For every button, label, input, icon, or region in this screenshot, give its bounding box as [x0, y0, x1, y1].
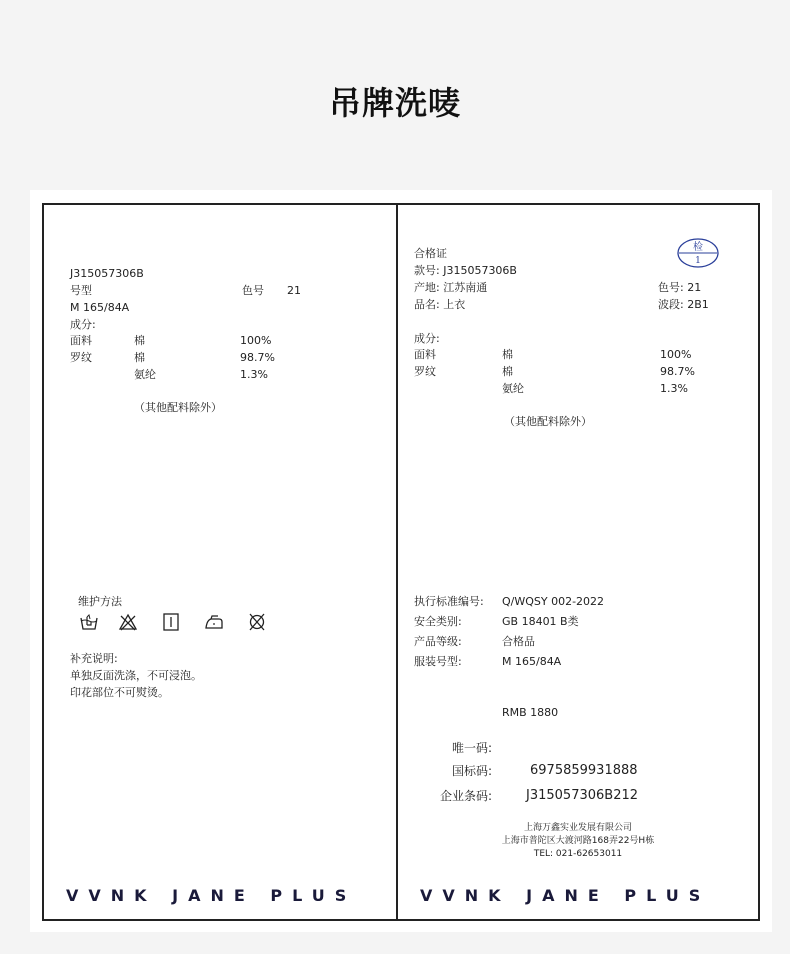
composition-part: 罗纹 [414, 365, 436, 378]
brand-wordmark: VVNK JANE PLUS [66, 886, 357, 905]
spec-label: 安全类别: [414, 615, 462, 628]
composition-percent: 1.3% [660, 382, 688, 395]
composition-part: 罗纹 [70, 351, 92, 364]
company-name: 上海万鑫实业发展有限公司 [523, 823, 632, 833]
spec-value: GB 18401 B类 [502, 615, 579, 628]
page-title: 吊牌洗唛 [328, 84, 461, 122]
style-number: 款号: J315057306B [414, 264, 517, 277]
composition-percent: 100% [660, 348, 692, 361]
size-value: M 165/84A [70, 301, 130, 314]
band: 波段: 2B1 [658, 298, 709, 311]
care-instructions-label: 维护方法 [78, 595, 122, 608]
no-dry-clean-icon [248, 613, 266, 631]
hang-tag-card [396, 203, 760, 921]
composition-percent: 98.7% [660, 365, 695, 378]
color-number: 色号: 21 [658, 281, 702, 294]
stamp-text-bottom: 1 [695, 256, 701, 266]
product-name: 品名: 上衣 [414, 298, 466, 311]
ean-value: 6975859931888 [530, 763, 638, 778]
price: RMB 1880 [502, 706, 559, 719]
color-value: 21 [287, 284, 301, 297]
composition-fiber: 氨纶 [134, 368, 156, 381]
composition-part: 面料 [70, 334, 92, 347]
spec-value: M 165/84A [502, 655, 562, 668]
inspection-stamp [676, 237, 720, 269]
composition-percent: 1.3% [240, 368, 268, 381]
hand-wash-icon [80, 613, 98, 631]
composition-label: 成分: [70, 318, 96, 331]
spec-value: Q/WQSY 002-2022 [502, 595, 605, 608]
no-bleach-icon [118, 613, 138, 631]
style-code: J315057306B [70, 267, 144, 280]
supplement-line: 印花部位不可熨烫。 [70, 686, 169, 699]
spec-label: 产品等级: [414, 635, 462, 648]
certificate-title: 合格证 [414, 247, 447, 260]
accessories-note: （其他配料除外） [504, 415, 592, 428]
size-label: 号型 [70, 284, 92, 297]
origin: 产地: 江苏南通 [414, 281, 488, 294]
brand-wordmark: VVNK JANE PLUS [420, 886, 711, 905]
composition-fiber: 氨纶 [502, 382, 524, 395]
spec-label: 服装号型: [414, 655, 462, 668]
iron-low-icon [204, 613, 224, 631]
composition-label: 成分: [414, 332, 440, 345]
composition-part: 面料 [414, 348, 436, 361]
spec-value: 合格品 [502, 635, 535, 648]
composition-fiber: 棉 [502, 348, 513, 361]
composition-fiber: 棉 [134, 351, 145, 364]
composition-percent: 98.7% [240, 351, 275, 364]
composition-fiber: 棉 [134, 334, 145, 347]
company-code-value: J315057306B212 [526, 788, 639, 803]
company-tel: TEL: 021-62653011 [533, 849, 623, 859]
line-dry-icon [162, 613, 180, 631]
unique-code-label: 唯一码: [452, 741, 493, 755]
ean-label: 国标码: [452, 764, 493, 778]
composition-percent: 100% [240, 334, 272, 347]
supplement-label: 补充说明: [70, 652, 118, 665]
composition-fiber: 棉 [502, 365, 513, 378]
company-address: 上海市普陀区大渡河路168弄22号H栋 [501, 836, 655, 846]
stamp-text-top: 检 [693, 242, 703, 253]
supplement-line: 单独反面洗涤，不可浸泡。 [70, 669, 202, 682]
color-label: 色号 [242, 284, 264, 297]
wash-label-card [42, 203, 398, 921]
accessories-note: （其他配料除外） [134, 401, 222, 414]
company-code-label: 企业条码: [440, 789, 493, 803]
spec-label: 执行标准编号: [414, 595, 484, 608]
